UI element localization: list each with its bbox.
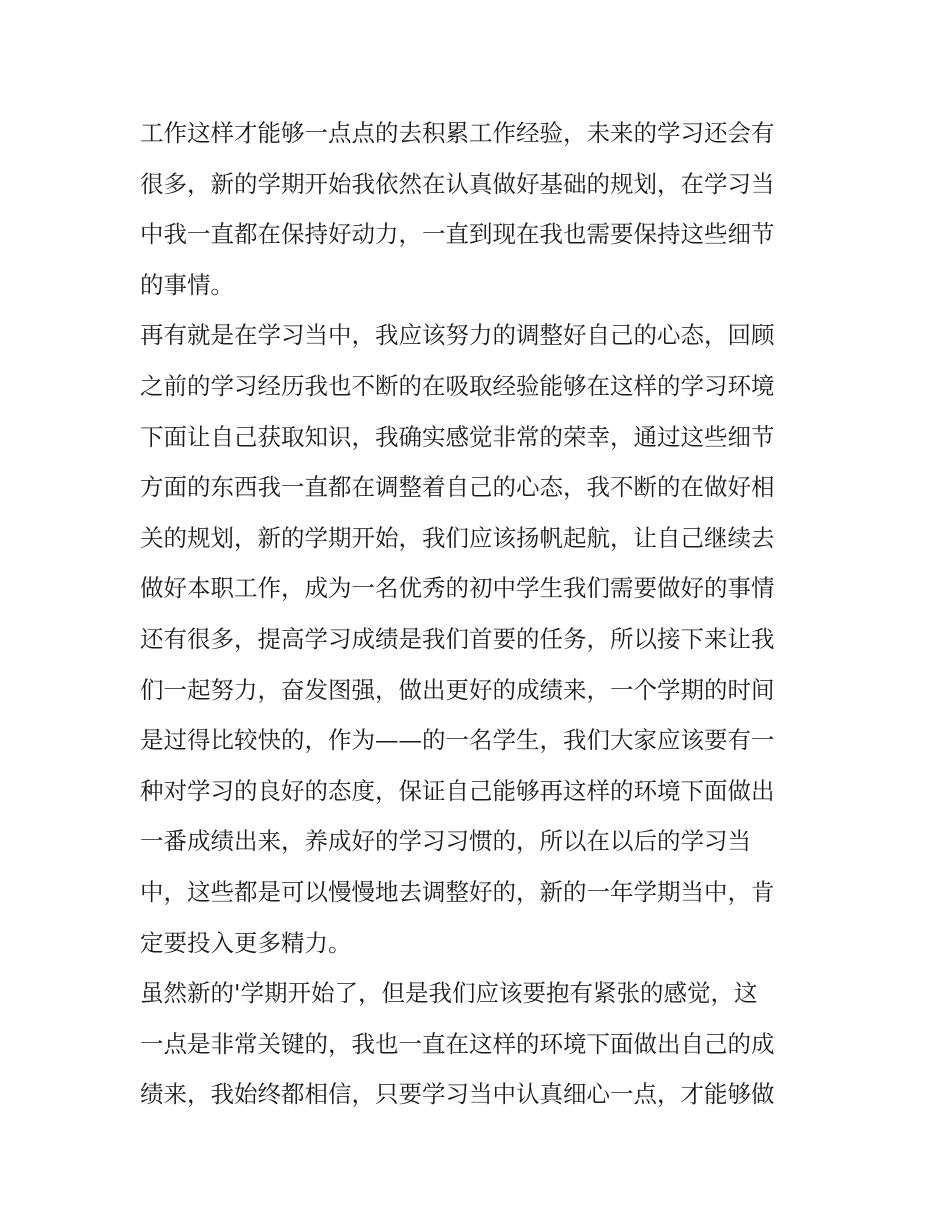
text-line: 是过得比较快的，作为——的一名学生，我们大家应该要有一 xyxy=(140,726,775,755)
text-line: 的事情。 xyxy=(140,270,234,299)
text-line: 之前的学习经历我也不断的在吸取经验能够在这样的学习环境 xyxy=(140,371,775,400)
text-line: 方面的东西我一直都在调整着自己的心态，我不断的在做好相 xyxy=(140,473,775,502)
text-line: 一番成绩出来，养成好的学习习惯的，所以在以后的学习当 xyxy=(140,827,751,856)
text-line: 中，这些都是可以慢慢地去调整好的，新的一年学期当中，肯 xyxy=(140,877,775,906)
text-line: 工作这样才能够一点点的去积累工作经验，未来的学习还会有 xyxy=(140,119,775,147)
text-line: 还有很多，提高学习成绩是我们首要的任务，所以接下来让我 xyxy=(140,624,775,653)
text-line: 再有就是在学习当中，我应该努力的调整好自己的心态，回顾 xyxy=(140,321,775,350)
text-line: 们一起努力，奋发图强，做出更好的成绩来，一个学期的时间 xyxy=(140,675,775,704)
body-text xyxy=(140,108,820,1120)
text-line: 下面让自己获取知识，我确实感觉非常的荣幸，通过这些细节 xyxy=(140,422,775,451)
text-line: 虽然新的'学期开始了，但是我们应该要抱有紧张的感觉，这 xyxy=(140,979,758,1008)
text-line: 关的规划，新的学期开始，我们应该扬帆起航，让自己继续去 xyxy=(140,523,775,552)
text-line: 种对学习的良好的态度，保证自己能够再这样的环境下面做出 xyxy=(140,776,775,805)
text-line: 做好本职工作，成为一名优秀的初中学生我们需要做好的事情 xyxy=(140,574,775,603)
text-line: 定要投入更多精力。 xyxy=(140,928,352,957)
text-line: 一点是非常关键的，我也一直在这样的环境下面做出自己的成 xyxy=(140,1029,775,1058)
text-line: 绩来，我始终都相信，只要学习当中认真细心一点，才能够做 xyxy=(140,1080,775,1109)
text-line: 很多，新的学期开始我依然在认真做好基础的规划，在学习当 xyxy=(140,169,775,198)
text-line: 中我一直都在保持好动力，一直到现在我也需要保持这些细节 xyxy=(140,220,775,249)
